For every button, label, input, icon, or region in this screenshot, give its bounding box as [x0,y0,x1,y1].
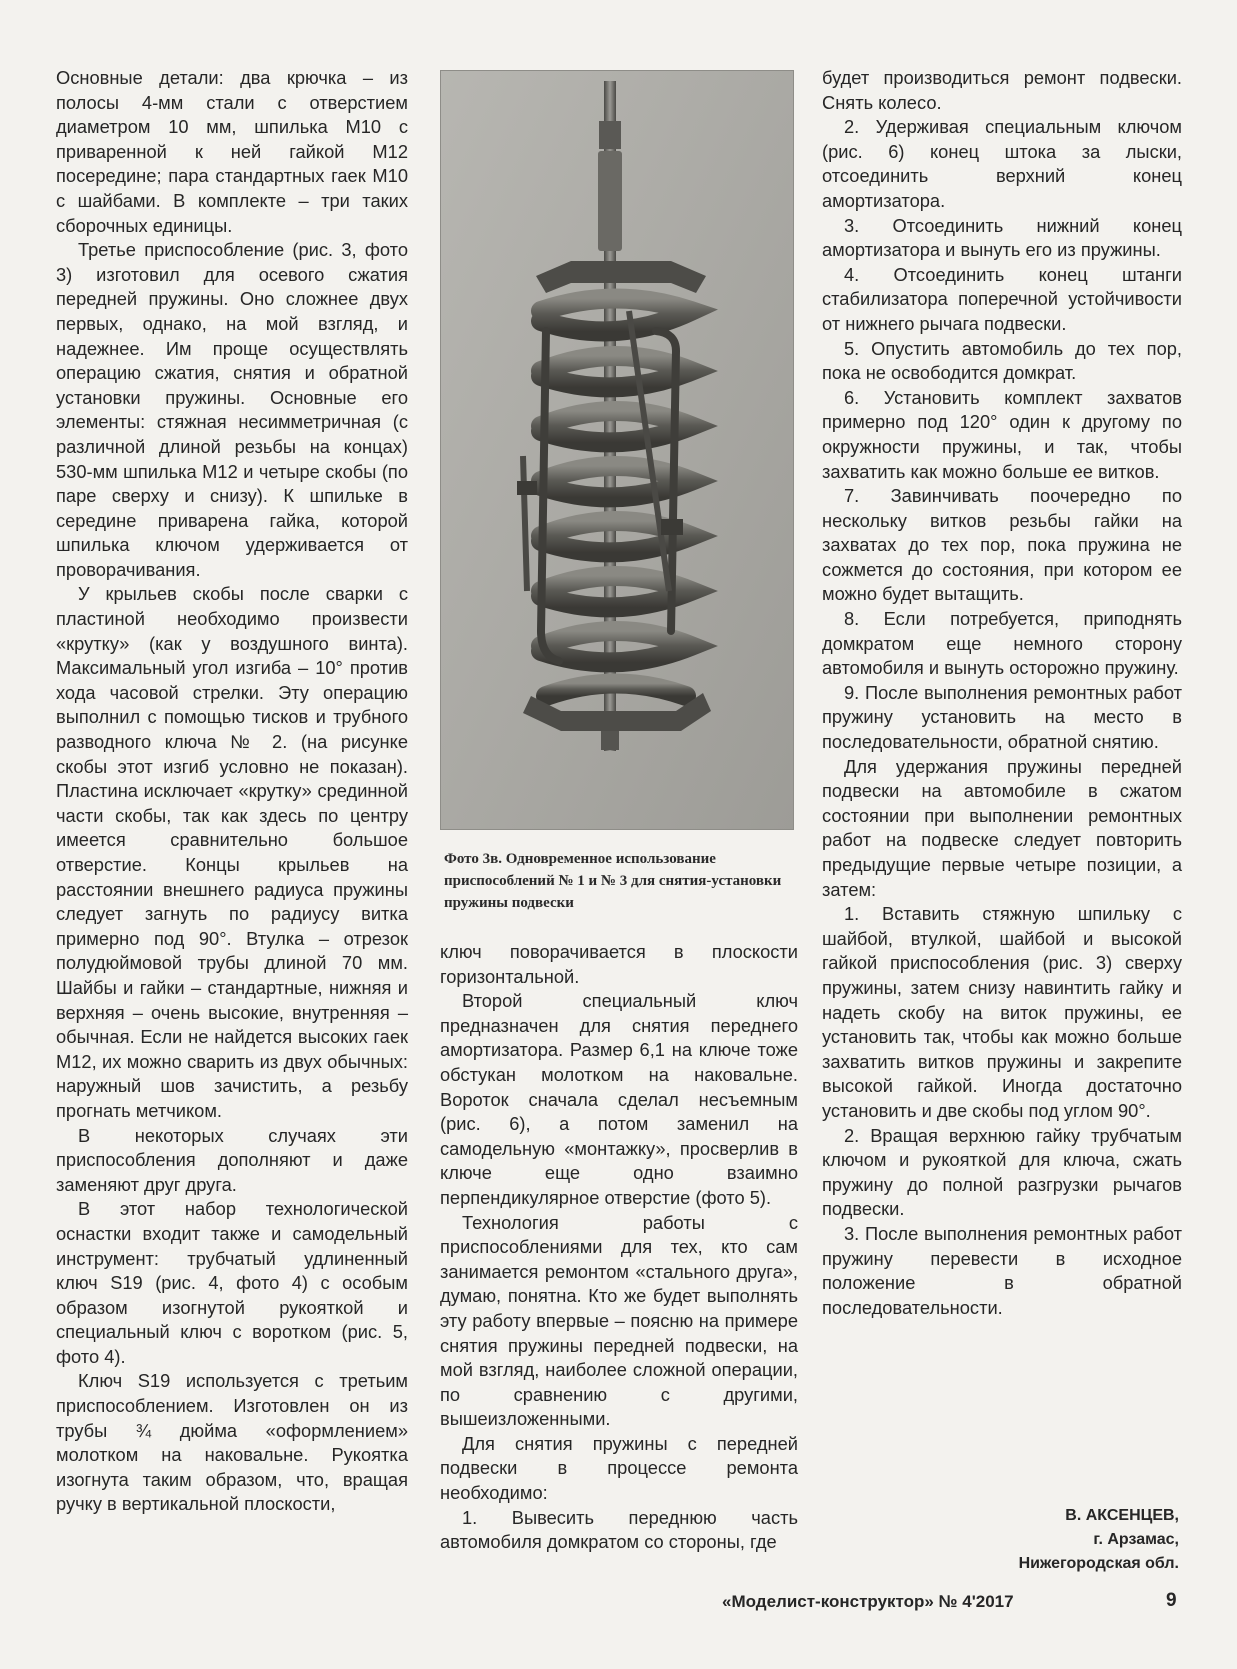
paragraph: 6. Установить комплект захватов примерно под 120° один к другому по окружности пружины, и так, чтобы захватить как можно больше ее витков. [822,386,1182,482]
paragraph: Технология работы с приспособлениями для тех, кто сам занимается ремонтом «стального друга», думаю, понятна. Кто же будет выполнять эту работу впервые – поясню на примере снятия пружины передней подвески, на мой взгляд, наиболее сложной операции, по сравнению с другими, вышеизложенными. [440,1211,798,1430]
paragraph: 5. Опустить автомобиль до тех пор, пока не освободится домкрат. [822,337,1182,384]
article-column-right [822,66,1182,1320]
paragraph: Основные детали: два крючка – из полосы 4-мм стали с отверстием диаметром 10 мм, шпилька М10 с приваренной к ней гайкой М12 посередине; пара стандартных гаек М10 с шайбами. В комплекте – три таких сборочных единицы. [56,67,408,236]
paragraph: В некоторых случаях эти приспособления дополняют и даже заменяют друг друга. [56,1124,408,1195]
paragraph: 9. После выполнения ремонтных работ пружину установить на место в последовательности, обратной снятию. [822,681,1182,753]
page-number: 9 [1166,1590,1177,1611]
photo-spring-compressor [440,70,794,830]
paragraph: 8. Если потребуется, приподнять домкратом еще немного сторону автомобиля и вынуть осторожно пружину. [822,608,1182,679]
article-column-middle [440,940,798,1555]
paragraph: У крыльев скобы после сварки с пластиной необходимо произвести «крутку» (как у воздушного винта). Максимальный угол изгиба – 10° против хода часовой стрелки. Эту операцию выполнил с помощью тисков и трубного разводного ключа № 2. (на рисунке скобы этот изгиб условно не показан). Пластина исключает «крутку» срединной части скобы, так как здесь по центру имеется сравнительно большое отверстие. Концы крыльев на расстоянии внешнего радиуса пружины следует загнуть по радиусу витка примерно под 90°. Втулка – отрезок полудюймовой трубы длиной 70 мм. Шайбы и гайки – стандартные, нижняя и верхняя – очень высокие, внутренняя – обычная. Если не найдется высоких гаек М12, их можно сварить из двух обычных: наружный шов зачистить, а резьбу прогнать метчиком. [56,583,408,1121]
paragraph: 1. Вставить стяжную шпильку с шайбой, втулкой, шайбой и высокой гайкой приспособления (рис. 3) сверху пружины, затем снизу навинтить гайку и надеть скобу на виток пружины, ее установить так, чтобы как можно больше захватить витков пружины и закрепите высокой гайкой. Иногда достаточно установить и две скобы под углом 90°. [822,903,1182,1121]
photo-caption: Фото 3в. Одновременное использование приспособлений № 1 и № 3 для снятия-установки пружины подвески [444,851,782,911]
paragraph: 3. После выполнения ремонтных работ пружину перевести в исходное положение в обратной последовательности. [822,1222,1182,1318]
author-signature [1019,1504,1179,1576]
paragraph: будет производиться ремонт подвески. Снять колесо. [822,67,1182,113]
paragraph: ключ поворачивается в плоскости горизонтальной. [440,941,798,987]
article-column-left [56,66,408,1517]
paragraph: Третье приспособление (рис. 3, фото 3) изготовил для осевого сжатия передней пружины. Оно сложнее двух первых, однако, на мой взгляд, и надежнее. Им проще осуществлять операцию сжатия, снятия и обратной установки пружины. Основные его элементы: стяжная несимметричная (с различной длиной резьбы на концах) 530-мм шпилька М12 и четыре скобы (по паре сверху и снизу). К шпильке в середине приварена гайка, которой шпилька ключом удерживается от проворачивания. [56,239,408,580]
paragraph: 2. Удерживая специальным ключом (рис. 6) конец штока за лыски, отсоединить верхний конец амортизатора. [822,116,1182,211]
author-region: Нижегородская обл. [1018,1555,1179,1572]
magazine-issue: «Моделист-конструктор» № 4'2017 [722,1592,1014,1611]
paragraph: Ключ S19 используется с третьим приспособлением. Изготовлен он из трубы ¾ дюйма «оформлением» молотком на наковальне. Рукоятка изогнута таким образом, что, вращая ручку в вертикальной плоскости, [56,1370,408,1515]
spring-compressor-illustration [441,71,793,829]
paragraph: 4. Отсоединить конец штанги стабилизатора поперечной устойчивости от нижнего рычага подвески. [822,263,1182,334]
paragraph: Для снятия пружины с передней подвески в процессе ремонта необходимо: [440,1432,798,1504]
paragraph: 7. Завинчивать поочередно по нескольку витков резьбы гайки на захватах до тех пор, пока пружина не сожмется до состояния, при котором ее можно будет вытащить. [822,485,1182,605]
paragraph: 3. Отсоединить нижний конец амортизатора и вынуть его из пружины. [822,214,1182,261]
paragraph: 1. Вывесить переднюю часть автомобиля домкратом со стороны, где [440,1506,798,1553]
paragraph: Для удержания пружины передней подвески на автомобиле в сжатом состоянии при выполнении ремонтных работ на подвеске следует повторить предыдущие первые четыре позиции, а затем: [822,755,1182,900]
paragraph: В этот набор технологической оснастки входит также и самодельный инструмент: трубчатый удлиненный ключ S19 (рис. 4, фото 4) с особым образом изогнутой рукояткой и специальный ключ с воротком (рис. 5, фото 4). [56,1198,408,1367]
paragraph: 2. Вращая верхнюю гайку трубчатым ключом и рукояткой для ключа, сжать пружину до полной разгрузки рычагов подвески. [822,1124,1182,1220]
author-name: В. АКСЕНЦЕВ, [1065,1507,1179,1524]
author-city: г. Арзамас, [1093,1531,1179,1548]
paragraph: Второй специальный ключ предназначен для снятия переднего амортизатора. Размер 6,1 на ключе тоже обстукан молотком на наковальне. Вороток сначала сделал несъемным (рис. 6), а потом заменил на самодельную «монтажку», просверлив в ключе еще одно взаимно перпендикулярное отверстие (фото 5). [440,990,798,1208]
